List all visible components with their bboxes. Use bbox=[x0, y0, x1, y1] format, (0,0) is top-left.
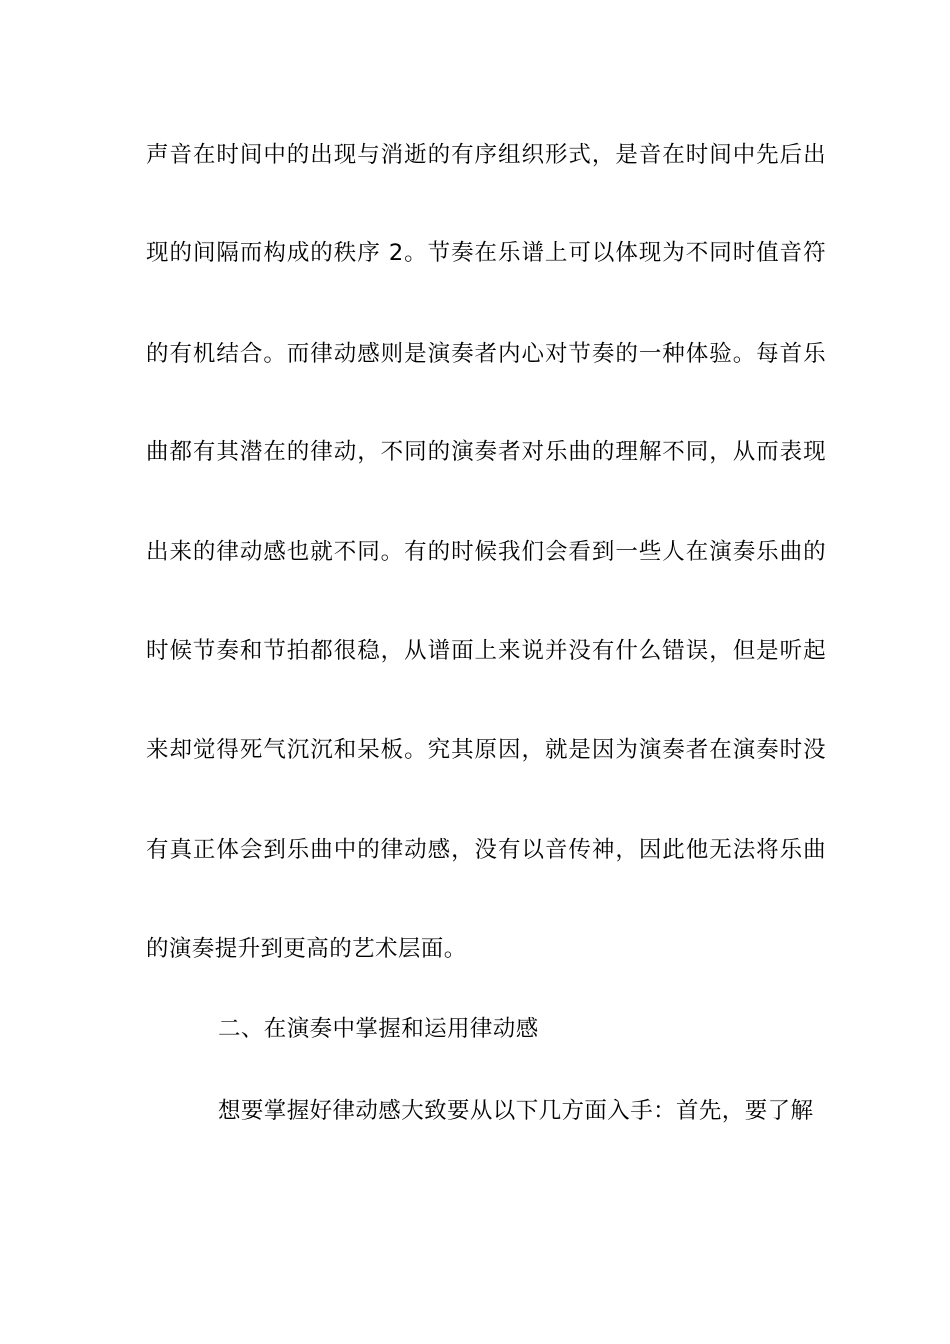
paragraph-line: 时候节奏和节拍都很稳，从谱面上来说并没有什么错误，但是听起 bbox=[146, 638, 826, 664]
paragraph-line: 现的间隔而构成的秩序 2。节奏在乐谱上可以体现为不同时值音符 bbox=[146, 240, 826, 266]
paragraph-line: 曲都有其潜在的律动，不同的演奏者对乐曲的理解不同，从而表现 bbox=[146, 439, 826, 465]
paragraph-last-line: 的演奏提升到更高的艺术层面。 bbox=[146, 936, 467, 962]
paragraph-line: 来却觉得死气沉沉和呆板。究其原因，就是因为演奏者在演奏时没 bbox=[146, 737, 826, 763]
paragraph-line: 有真正体会到乐曲中的律动感，没有以音传神，因此他无法将乐曲 bbox=[146, 837, 826, 863]
paragraph-line: 的有机结合。而律动感则是演奏者内心对节奏的一种体验。每首乐 bbox=[146, 341, 826, 367]
paragraph-line: 出来的律动感也就不同。有的时候我们会看到一些人在演奏乐曲的 bbox=[146, 539, 826, 565]
paragraph-line: 声音在时间中的出现与消逝的有序组织形式，是音在时间中先后出 bbox=[146, 142, 826, 168]
section-heading: 二、在演奏中掌握和运用律动感 bbox=[218, 1016, 539, 1042]
paragraph-line: 想要掌握好律动感大致要从以下几方面入手：首先，要了解 bbox=[218, 1098, 814, 1124]
